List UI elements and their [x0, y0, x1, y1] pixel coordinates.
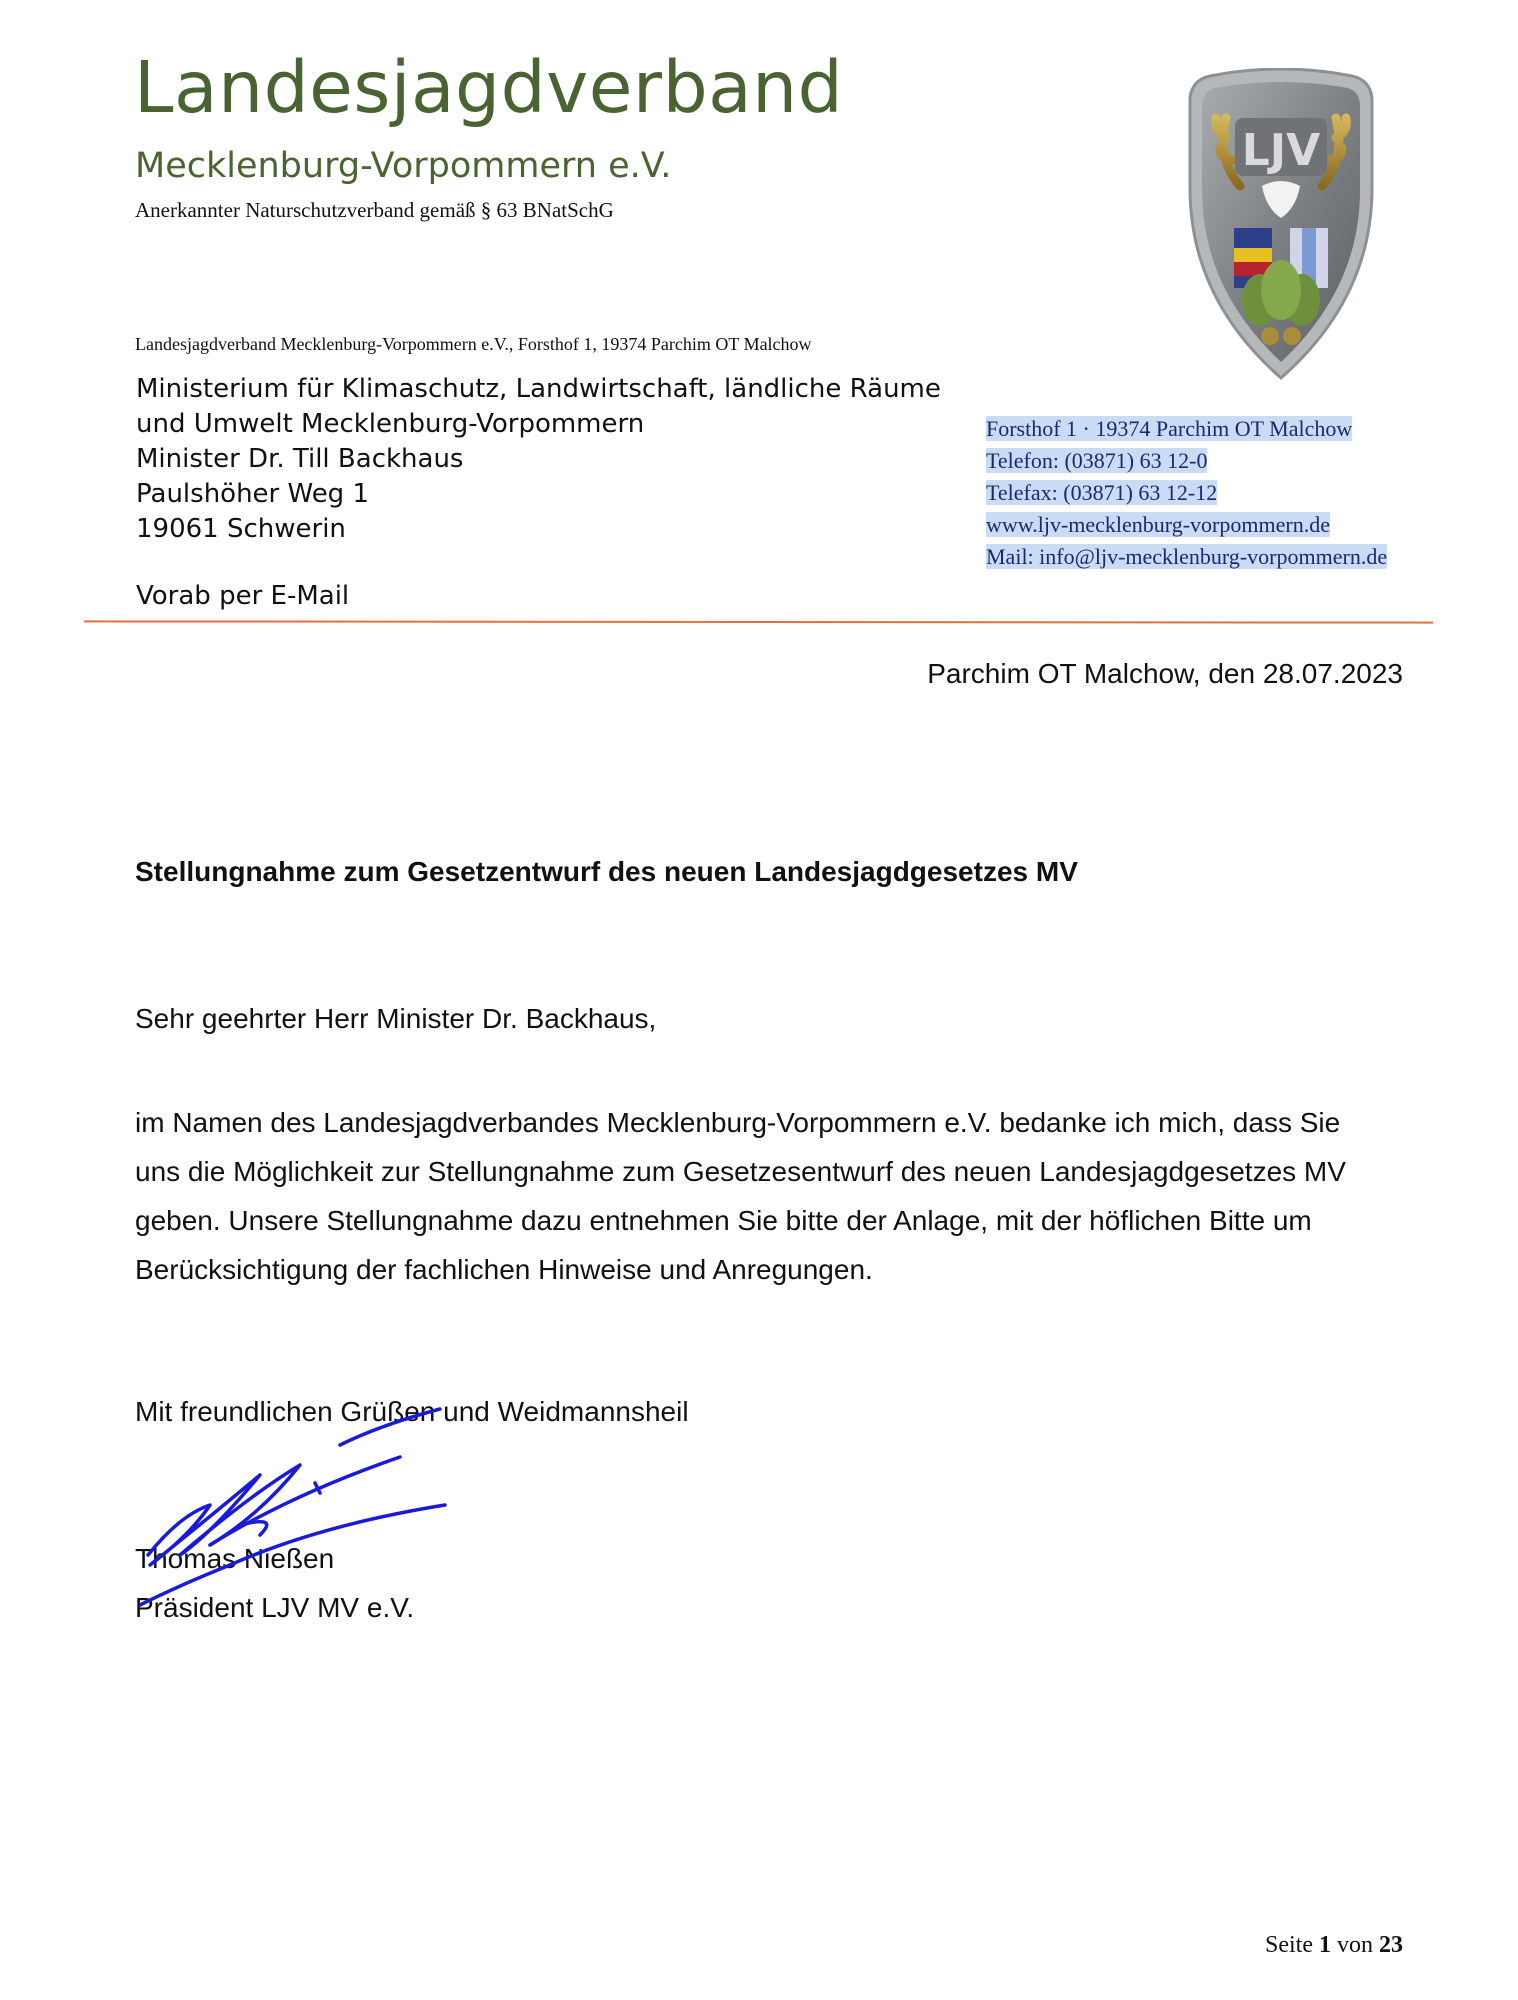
recipient-line: Paulshöher Weg 1 [136, 479, 369, 509]
signature-icon [140, 1405, 460, 1615]
header-divider [84, 620, 1433, 623]
ljv-crest-shield-icon [1180, 68, 1382, 384]
signer-name: Thomas Nießen [135, 1543, 335, 1574]
sender-return-address: Landesjagdverband Mecklenburg-Vorpommern e.V., Forsthof 1, 19374 Parchim OT Malchow [135, 334, 812, 354]
contact-phone: Telefon: (03871) 63 12-0 [986, 448, 1208, 473]
handwritten-signature [140, 1405, 460, 1615]
org-name: Landesjagdverband [134, 46, 844, 129]
ljv-crest-logo [1180, 68, 1382, 384]
page-prefix: Seite [1265, 1932, 1313, 1958]
contact-address: Forsthof 1 · 19374 Parchim OT Malchow [986, 416, 1353, 441]
recipient-line: Minister Dr. Till Backhaus [136, 444, 464, 474]
org-status: Anerkannter Naturschutzverband gemäß § 63 BNatSchG [135, 198, 614, 222]
org-region: Mecklenburg-Vorpommern e.V. [135, 146, 672, 186]
page-current: 1 [1319, 1932, 1331, 1958]
contact-fax: Telefax: (03871) 63 12-12 [986, 480, 1218, 505]
signer-title: Präsident LJV MV e.V. [135, 1592, 415, 1623]
contact-info [986, 413, 1387, 573]
body-line: im Namen des Landesjagdverbandes Mecklenburg-Vorpommern e.V. bedanke ich mich, dass Sie [135, 1107, 1341, 1138]
letter-subject: Stellungnahme zum Gesetzentwurf des neuen Landesjagdgesetzes MV [135, 856, 1078, 887]
body-line: uns die Möglichkeit zur Stellungnahme zum Gesetzesentwurf des neuen Landesjagdgesetzes MV [135, 1156, 1346, 1187]
page-separator: von [1337, 1932, 1373, 1958]
body-line: Berücksichtigung der fachlichen Hinweise und Anregungen. [135, 1254, 873, 1285]
recipient-line: 19061 Schwerin [136, 514, 346, 544]
recipient-address [136, 372, 941, 547]
contact-website-link[interactable]: www.ljv-mecklenburg-vorpommern.de [986, 512, 1330, 537]
body-line: geben. Unsere Stellungnahme dazu entnehmen Sie bitte der Anlage, mit der höflichen Bitte um [135, 1205, 1312, 1236]
letter-date: Parchim OT Malchow, den 28.07.2023 [927, 658, 1403, 689]
letter-body [135, 1098, 1395, 1294]
letter-closing: Mit freundlichen Grüßen und Weidmannsheil [135, 1396, 689, 1427]
letter-salutation: Sehr geehrter Herr Minister Dr. Backhaus, [135, 1003, 657, 1034]
recipient-line: und Umwelt Mecklenburg-Vorpommern [136, 409, 645, 439]
logo-text: LJV [1241, 125, 1321, 176]
delivery-note: Vorab per E-Mail [136, 581, 350, 611]
page-total: 23 [1379, 1932, 1403, 1958]
page-number [1265, 1932, 1403, 1959]
contact-email-link[interactable]: Mail: info@ljv-mecklenburg-vorpommern.de [986, 544, 1388, 569]
recipient-line: Ministerium für Klimaschutz, Landwirtschaft, ländliche Räume [136, 374, 941, 404]
